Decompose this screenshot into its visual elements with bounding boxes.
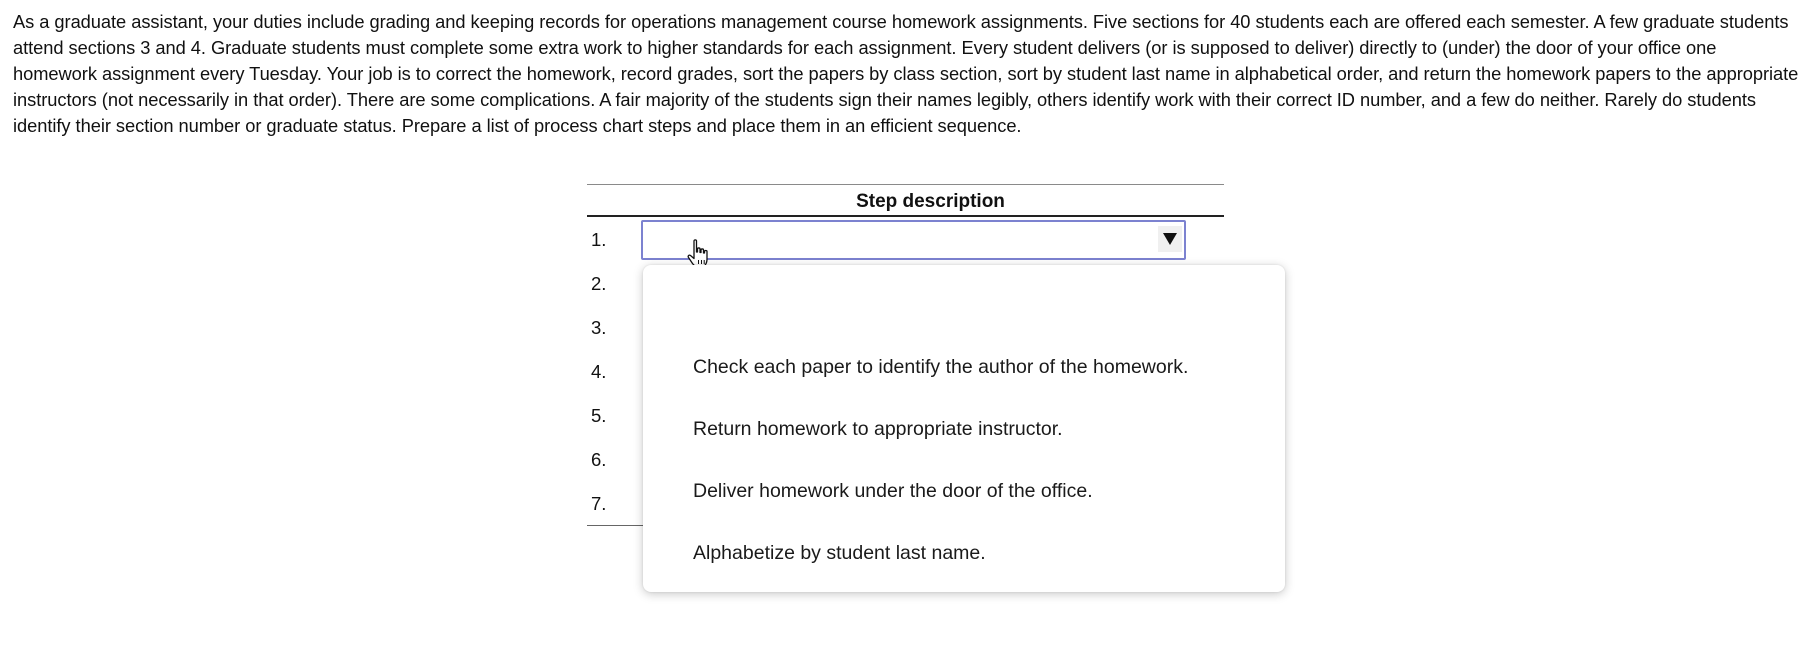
problem-line: students sign their names legibly, others identify work with their correct ID number, and a few do neither. Rarely do students identify their section number or graduate status. Prepare a list of [13,89,1756,136]
row-number-2: 2. [591,273,607,294]
step-1-select[interactable] [641,220,1186,260]
problem-line: As a graduate assistant, your duties include grading and keeping records for operations management course homework assignments. Five sections for 40 students each are offered each [13,11,1506,32]
table-top-rule [587,184,1224,185]
problem-line: student last name in alphabetical order, and return the homework papers to the appropriate instructors (not necessarily in that order). There are some complications. A fair majority of the [13,63,1799,110]
row-number-5: 5. [591,405,607,426]
problem-line: process chart steps and place them in an efficient sequence. [533,115,1022,136]
triangle-down-icon[interactable] [1158,226,1182,252]
row-number-7: 7. [591,493,607,514]
table-bottom-rule [587,525,647,526]
problem-statement [13,9,1803,139]
step-description-header: Step description [856,191,1005,212]
table-header [587,190,1224,214]
problem-line: to deliver) directly to (under) the door of your office one homework assignment every Tuesday. Your job is to correct the homework, record grades, sort the papers by class section, sort by [13,37,1717,84]
table-header-rule [587,215,1224,217]
step-options-dropdown [643,265,1285,592]
dropdown-option[interactable]: Alphabetize by student last name. [693,542,986,564]
row-number-4: 4. [591,361,607,382]
row-number-1: 1. [591,229,607,250]
dropdown-option[interactable]: Deliver homework under the door of the office. [693,480,1093,502]
row-number-3: 3. [591,317,607,338]
problem-line: semester. A few graduate students attend sections 3 and 4. Graduate students must complete some extra work to higher standards for each assignment. Every student delivers (or is supposed [13,11,1789,58]
dropdown-option[interactable]: Return homework to appropriate instructor. [693,418,1063,440]
row-number-6: 6. [591,449,607,470]
dropdown-option[interactable]: Check each paper to identify the author of the homework. [693,356,1189,378]
